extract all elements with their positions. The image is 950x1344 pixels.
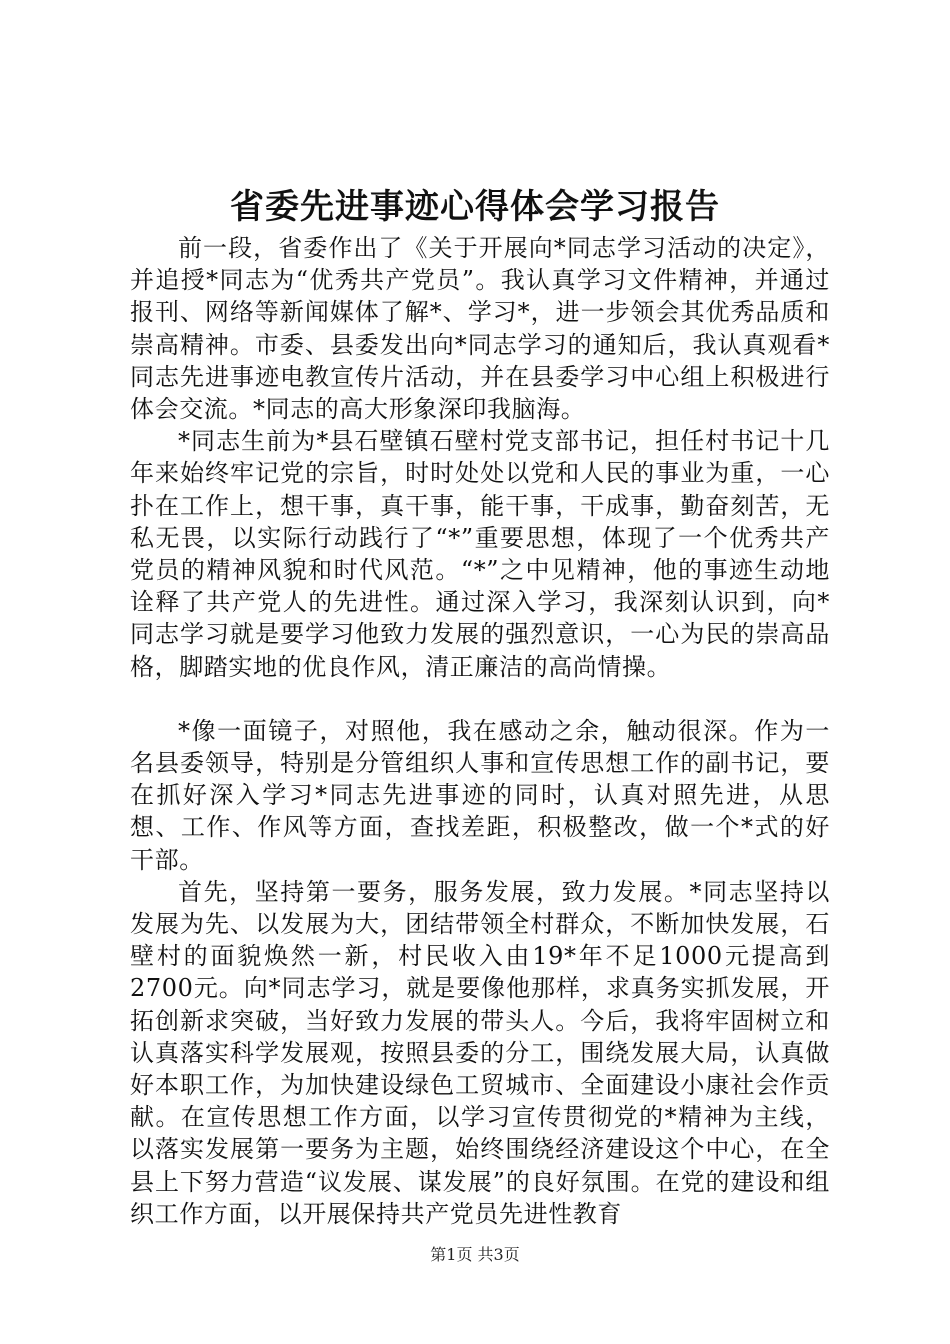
paragraph-2: *同志生前为*县石壁镇石壁村党支部书记，担任村书记十几年来始终牢记党的宗旨，时时处处以党和人民的事业为重，一心扑在工作上，想干事，真干事，能干事，干成事，勤奋刻苦，无私无畏，以实际行动践行了“*”重要思想，体现了一个优秀共产党员的精神风貌和时代风范。“*”之中见精神，他的事迹生动地诠释了共产党人的先进性。通过深入学习，我深刻认识到，向*同志学习就是要学习他致力发展的强烈意识，一心为民的崇高品格，脚踏实地的优良作风，清正廉洁的高尚情操。 bbox=[130, 427, 830, 681]
document-title: 省委先进事迹心得体会学习报告 bbox=[230, 187, 720, 227]
page-number-footer: 第1页 共3页 bbox=[430, 1245, 520, 1264]
document-body bbox=[130, 232, 830, 1230]
paragraph-1: 前一段，省委作出了《关于开展向*同志学习活动的决定》，并追授*同志为“优秀共产党员”。我认真学习文件精神，并通过报刊、网络等新闻媒体了解*、学习*，进一步领会其优秀品质和崇高精神。市委、县委发出向*同志学习的通知后，我认真观看*同志先进事迹电教宣传片活动，并在县委学习中心组上积极进行体会交流。*同志的高大形象深印我脑海。 bbox=[130, 234, 830, 424]
paragraph-3: *像一面镜子，对照他，我在感动之余，触动很深。作为一名县委领导，特别是分管组织人事和宣传思想工作的副书记，要在抓好深入学习*同志先进事迹的同时，认真对照先进，从思想、工作、作风等方面，查找差距，积极整改，做一个*式的好干部。 bbox=[130, 716, 830, 874]
paragraph-4: 首先，坚持第一要务，服务发展，致力发展。*同志坚持以发展为先、以发展为大，团结带领全村群众，不断加快发展，石壁村的面貌焕然一新，村民收入由19*年不足1000元提高到2700元。向*同志学习，就是要像他那样，求真务实抓发展，开拓创新求突破，当好致力发展的带头人。今后，我将牢固树立和认真落实科学发展观，按照县委的分工，围绕发展大局，认真做好本职工作，为加快建设绿色工贸城市、全面建设小康社会作贡献。在宣传思想工作方面，以学习宣传贯彻党的*精神为主线，以落实发展第一要务为主题，始终围绕经济建设这个中心，在全县上下努力营造“议发展、谋发展”的良好氛围。在党的建设和组织工作方面，以开展保持共产党员先进性教育 bbox=[130, 877, 830, 1228]
